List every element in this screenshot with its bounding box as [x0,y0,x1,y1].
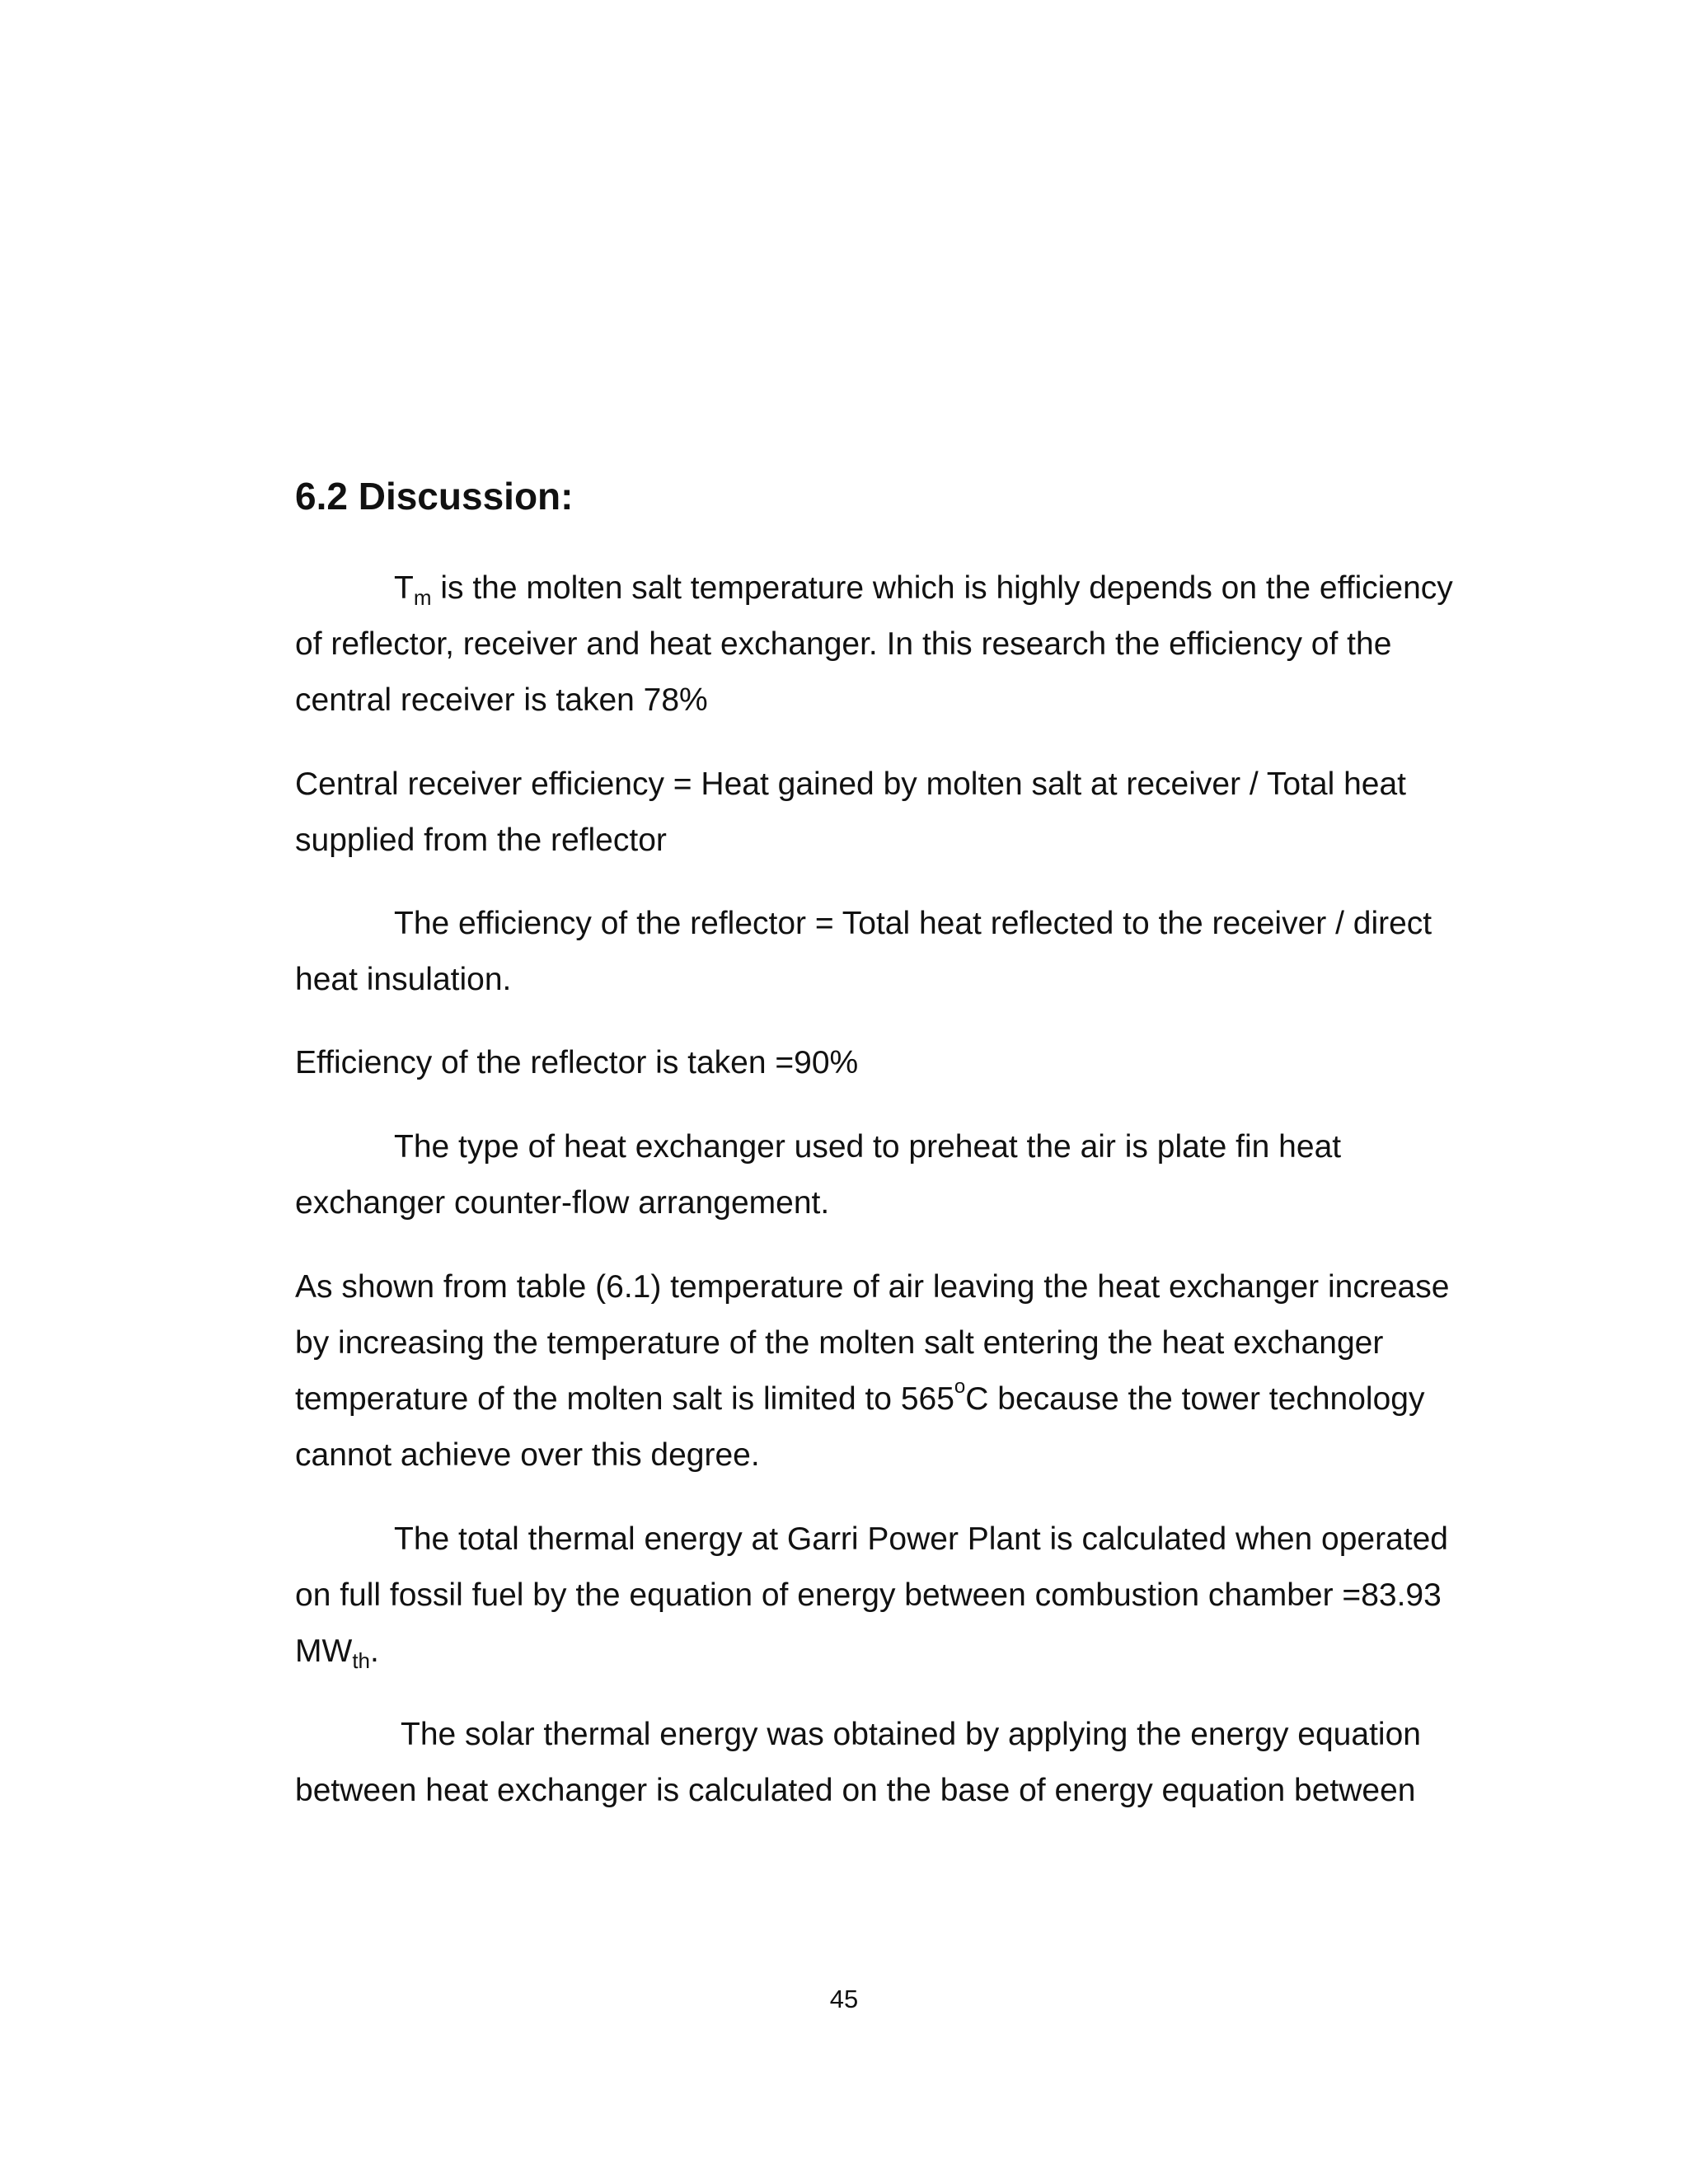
paragraph-reflector-efficiency-definition [295,896,1482,1008]
paragraph-line: The total thermal energy at Garri Power Plant is calculated when operated [394,1521,1449,1557]
unit-subscript: th [352,1648,370,1673]
paragraph-total-thermal-energy [295,1511,1482,1680]
paragraph-text: C because the tower technology [965,1381,1425,1417]
paragraph-line: The efficiency of the reflector = Total heat reflected to the receiver / direct [394,906,1432,941]
section-heading: 6.2 Discussion: [295,475,574,518]
paragraph-line: between heat exchanger is calculated on the base of energy equation between [295,1773,1416,1808]
paragraph-line [295,1371,1482,1427]
paragraph-line: supplied from the reflector [295,823,667,858]
paragraph-line: by increasing the temperature of the molten salt entering the heat exchanger [295,1325,1384,1361]
paragraph-line: of reflector, receiver and heat exchanger. In this research the efficiency of the [295,626,1392,662]
paragraph-line: cannot achieve over this degree. [295,1437,760,1473]
paragraph-text: temperature of the molten salt is limited to 565 [295,1381,954,1417]
paragraph-line: heat insulation. [295,962,512,997]
paragraph-line: central receiver is taken 78% [295,682,708,718]
paragraph-line [295,1624,1482,1680]
paragraph-molten-salt-temperature [295,560,1482,729]
paragraph-line: Central receiver efficiency = Heat gained by molten salt at receiver / Total heat [295,766,1407,802]
paragraph-line: exchanger counter-flow arrangement. [295,1185,830,1221]
paragraph-line: As shown from table (6.1) temperature of air leaving the heat exchanger increase [295,1269,1450,1305]
paragraph-table-discussion [295,1259,1482,1483]
paragraph-heat-exchanger-type [295,1119,1482,1231]
paragraph-line [295,560,1482,616]
paragraph-line: The type of heat exchanger used to preheat the air is plate fin heat [394,1129,1342,1165]
paragraph-solar-thermal-energy [295,1707,1482,1819]
temperature-symbol-subscript: m [413,585,432,610]
paragraph-text: . [370,1633,379,1669]
temperature-symbol: T [394,570,414,606]
degree-superscript: o [954,1376,966,1398]
paragraph-line: on full fossil fuel by the equation of energy between combustion chamber =83.93 [295,1577,1442,1613]
unit-text: MW [295,1633,353,1669]
paragraph-line: The solar thermal energy was obtained by applying the energy equation [401,1717,1421,1752]
page-number: 45 [829,1985,859,2013]
paragraph-text: is the molten salt temperature which is highly depends on the efficiency [431,570,1453,606]
paragraph-receiver-efficiency [295,757,1482,869]
paragraph-line: Efficiency of the reflector is taken =90% [295,1045,859,1080]
paragraph-reflector-efficiency-value [295,1035,1482,1091]
